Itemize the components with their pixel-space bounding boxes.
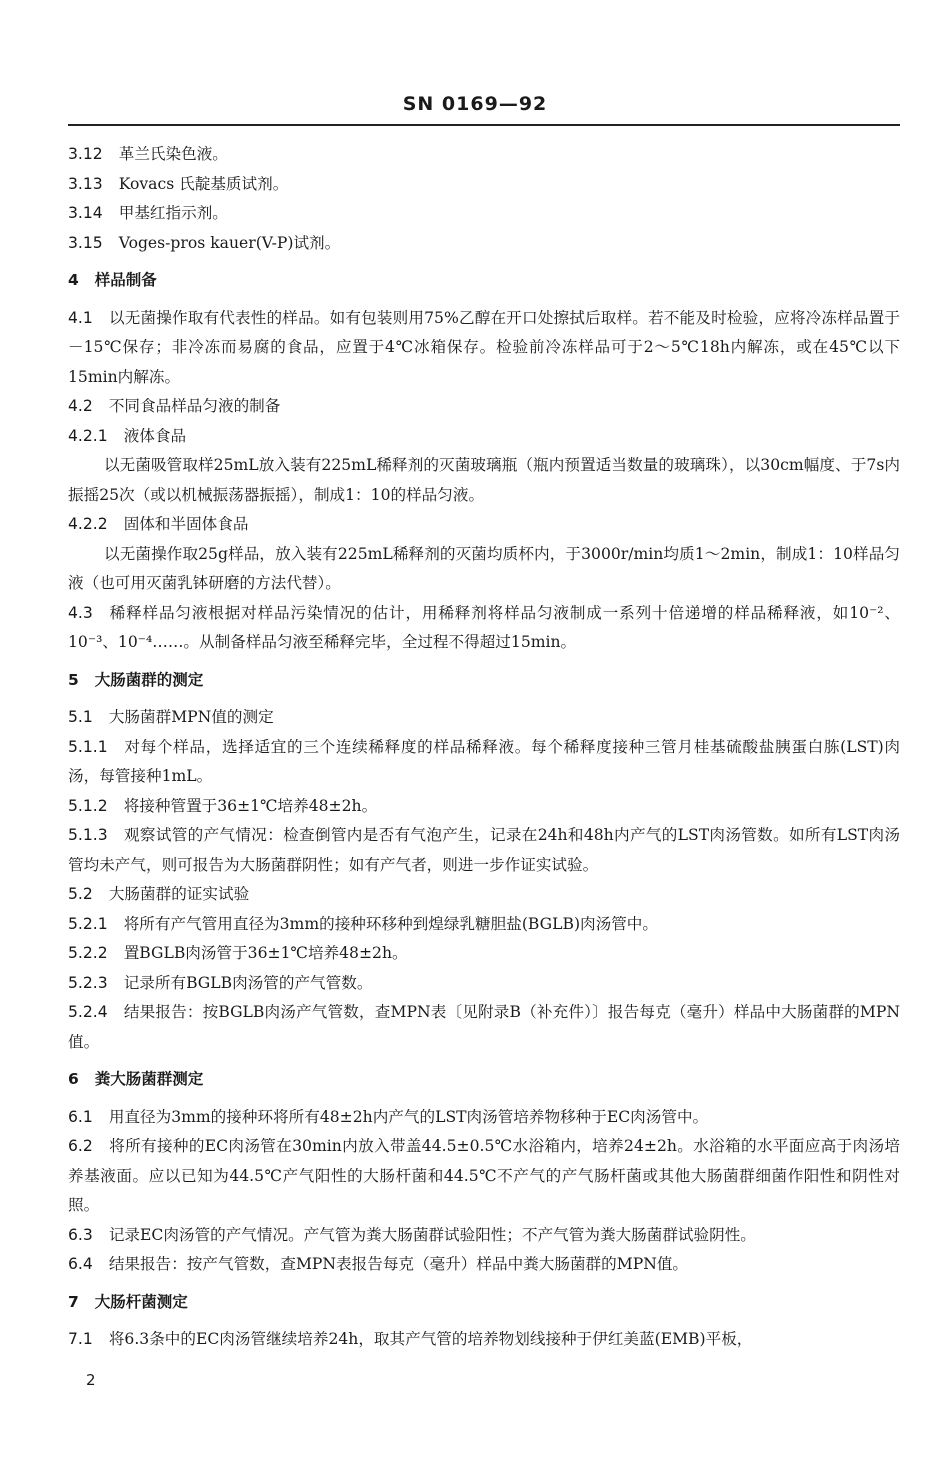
clause-text: 大肠菌群的证实试验 — [108, 885, 250, 903]
clause-number: 6.3 — [68, 1225, 93, 1244]
clause-number: 3.14 — [68, 204, 103, 222]
clause-item — [68, 199, 900, 229]
clause-text: 置BGLB肉汤管于36±1℃培养48±2h。 — [123, 944, 408, 962]
section-heading — [68, 266, 900, 296]
clause-text: 将6.3条中的EC肉汤管继续培养24h，取其产气管的培养物划线接种于伊红美蓝(EMB)平板， — [108, 1330, 753, 1348]
clause-text: 记录所有BGLB肉汤管的产气管数。 — [123, 973, 373, 992]
clause-number: 5.1.1 — [68, 737, 108, 756]
clause-text: 结果报告：按BGLB肉汤产气管数，查MPN表〔见附录B（补充件）〕报告每克（毫升）样品中大肠菌群的MPN值。 — [68, 1003, 900, 1051]
clause-text: 稀释样品匀液根据对样品污染情况的估计，用稀释剂将样品匀液制成一系列十倍递增的样品稀释液，如10⁻²、10⁻³、10⁻⁴……。从制备样品匀液至稀释完毕，全过程不得超过15min。 — [68, 603, 900, 651]
clause-item — [68, 392, 900, 422]
clause-text: 以无菌操作取有代表性的样品。如有包装则用75%乙醇在开口处擦拭后取样。若不能及时检验，应将冷冻样品置于－15℃保存；非冷冻而易腐的食品，应置于4℃冰箱保存。检验前冷冻样品可于2～5℃18h内解冻，或在45℃以下15min内解冻。 — [68, 308, 900, 386]
clause-number: 6.1 — [68, 1107, 93, 1126]
clause-item — [68, 140, 900, 170]
clause-number: 5.2.4 — [68, 1003, 108, 1021]
document-header: SN 0169—92 — [402, 93, 548, 115]
clause-number: 3.13 — [68, 174, 103, 193]
page-number: 2 — [86, 1371, 96, 1389]
clause-item — [68, 170, 900, 200]
clause-paragraph — [68, 998, 900, 1057]
clause-text: 记录EC肉汤管的产气情况。产气管为粪大肠菌群试验阳性；不产气管为粪大肠菌群试验阴性。 — [108, 1225, 756, 1244]
clause-text: 大肠杆菌测定 — [94, 1292, 188, 1311]
clause-number: 4 — [68, 271, 79, 289]
clause-text: 将所有产气管用直径为3mm的接种环移种到煌绿乳糖胆盐(BGLB)肉汤管中。 — [123, 914, 658, 933]
clause-item — [68, 422, 900, 452]
clause-paragraph — [68, 821, 900, 880]
clause-number: 5.2.1 — [68, 914, 108, 933]
clause-paragraph — [68, 599, 900, 658]
paragraph — [68, 540, 900, 599]
section-heading — [68, 666, 900, 696]
clause-number: 7 — [68, 1292, 79, 1311]
clause-text: 将所有接种的EC肉汤管在30min内放入带盖44.5±0.5℃水浴箱内，培养24±2h。水浴箱的水平面应高于肉汤培养基液面。应以已知为44.5℃产气阳性的大肠杆菌和44.5℃不产气的产气肠杆菌或其他大肠菌群细菌作阳性和阴性对照。 — [68, 1137, 900, 1214]
clause-number: 6 — [68, 1070, 79, 1088]
clause-number: 4.3 — [68, 603, 93, 622]
clause-text: 粪大肠菌群测定 — [94, 1070, 204, 1088]
clause-text: 甲基红指示剂。 — [118, 204, 228, 222]
paragraph — [68, 451, 900, 510]
clause-item — [68, 939, 900, 969]
clause-number: 5.2.3 — [68, 973, 108, 992]
clause-number: 5.1.2 — [68, 796, 108, 815]
clause-text: 液体食品 — [123, 426, 187, 445]
clause-item — [68, 1103, 900, 1133]
clause-number: 7.1 — [68, 1330, 93, 1348]
clause-paragraph — [68, 1132, 900, 1221]
section-heading — [68, 1065, 900, 1095]
clause-item — [68, 910, 900, 940]
clause-number: 6.2 — [68, 1137, 93, 1155]
clause-text: 革兰氏染色液。 — [118, 145, 228, 163]
clause-number: 5 — [68, 670, 79, 689]
clause-text: 样品制备 — [94, 271, 157, 289]
clause-text: 以无菌吸管取样25mL放入装有225mL稀释剂的灭菌玻璃瓶（瓶内预置适当数量的玻璃珠），以30cm幅度、于7s内振摇25次（或以机械振荡器振摇），制成1：10的样品匀液。 — [68, 456, 900, 504]
clause-number: 4.2.2 — [68, 515, 108, 533]
clause-text: 将接种管置于36±1℃培养48±2h。 — [123, 796, 378, 815]
clause-text: 对每个样品，选择适宜的三个连续稀释度的样品稀释液。每个稀释度接种三管月桂基硫酸盐胰蛋白胨(LST)肉汤，每管接种1mL。 — [68, 737, 900, 785]
clause-number: 5.2 — [68, 885, 93, 903]
clause-number: 5.1.3 — [68, 826, 108, 844]
clause-item — [68, 880, 900, 910]
clause-number: 6.4 — [68, 1255, 93, 1273]
section-heading — [68, 1288, 900, 1318]
clause-number: 5.1 — [68, 708, 93, 726]
clause-number: 3.12 — [68, 145, 103, 163]
clause-number: 4.1 — [68, 308, 93, 327]
clause-number: 4.2.1 — [68, 426, 108, 445]
clause-item — [68, 792, 900, 822]
clause-paragraph — [68, 733, 900, 792]
clause-text: Voges-pros kauer(V-P)试剂。 — [118, 233, 341, 252]
clause-text: 固体和半固体食品 — [123, 515, 249, 533]
clause-paragraph — [68, 304, 900, 393]
clause-text: 大肠菌群MPN值的测定 — [108, 708, 274, 726]
clause-text: 大肠菌群的测定 — [94, 670, 204, 689]
clause-text: 不同食品样品匀液的制备 — [108, 397, 281, 415]
clause-text: 观察试管的产气情况：检查倒管内是否有气泡产生，记录在24h和48h内产气的LST肉汤管数。如所有LST肉汤管均未产气，则可报告为大肠菌群阴性；如有产气者，则进一步作证实试验。 — [68, 826, 900, 874]
clause-item — [68, 703, 900, 733]
header-rule — [68, 124, 900, 126]
clause-text: 用直径为3mm的接种环将所有48±2h内产气的LST肉汤管培养物移种于EC肉汤管中。 — [108, 1107, 709, 1126]
clause-item — [68, 1221, 900, 1251]
clause-item — [68, 229, 900, 259]
clause-number: 5.2.2 — [68, 944, 108, 962]
clause-item — [68, 510, 900, 540]
clause-number: 4.2 — [68, 397, 93, 415]
clause-item — [68, 1250, 900, 1280]
clause-item — [68, 1325, 900, 1355]
clause-item — [68, 969, 900, 999]
clause-number: 3.15 — [68, 233, 103, 252]
clause-text: Kovacs 氏靛基质试剂。 — [118, 174, 289, 193]
document-body — [68, 140, 900, 1355]
clause-text: 以无菌操作取25g样品，放入装有225mL稀释剂的灭菌均质杯内，于3000r/min均质1～2min，制成1：10样品匀液（也可用灭菌乳钵研磨的方法代替）。 — [68, 544, 900, 592]
clause-text: 结果报告：按产气管数，查MPN表报告每克（毫升）样品中粪大肠菌群的MPN值。 — [108, 1255, 689, 1273]
